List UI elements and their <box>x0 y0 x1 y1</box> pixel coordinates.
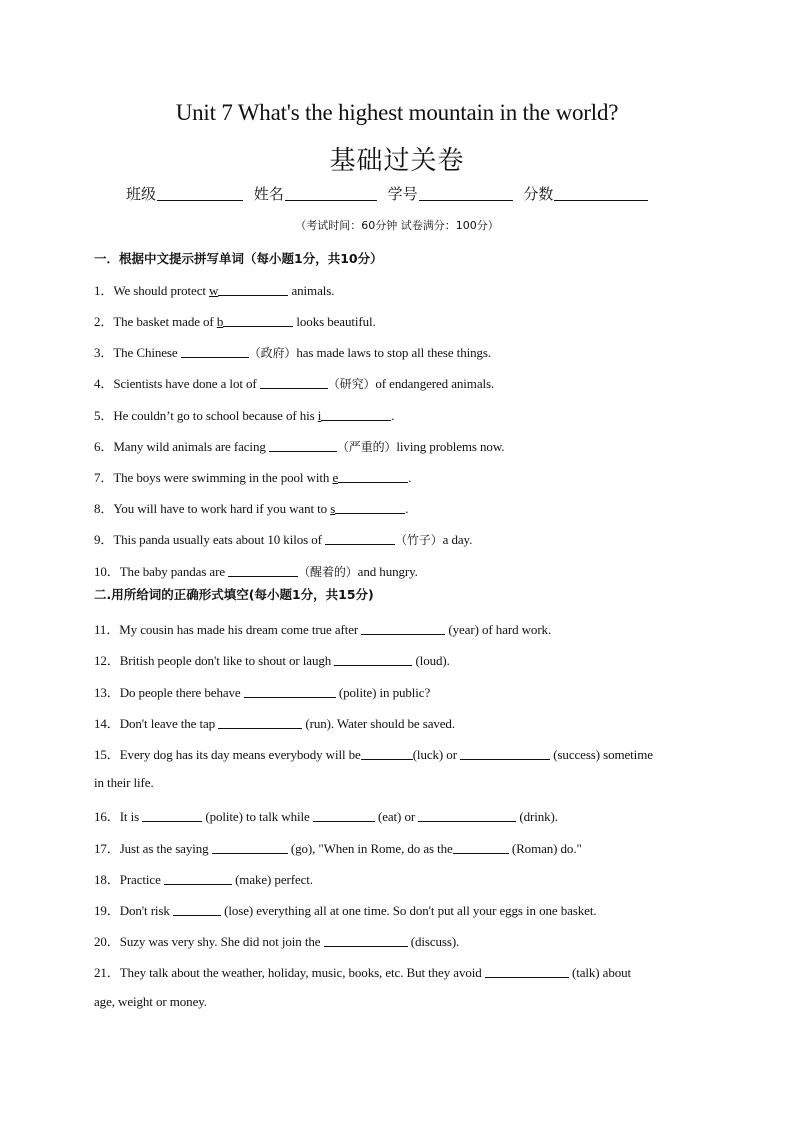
student-number-blank[interactable] <box>419 186 513 201</box>
answer-blank[interactable] <box>321 408 391 421</box>
answer-blank[interactable] <box>361 622 445 635</box>
question-4: 4．Scientists have done a lot of （研究）of endangered animals. <box>94 376 495 391</box>
student-number-label: 学号 <box>387 185 418 203</box>
answer-blank[interactable] <box>313 809 375 822</box>
question-7: 7．The boys were swimming in the pool with e . <box>94 470 412 485</box>
answer-blank[interactable] <box>485 965 569 978</box>
answer-blank[interactable] <box>181 345 249 358</box>
question-19: 19．Don't risk (lose) everything all at one time. So don't put all your eggs in one basket. <box>94 903 597 918</box>
question-15: 15．Every dog has its day means everybody will be (luck) or (success) sometime <box>94 747 653 762</box>
student-info-row <box>126 183 686 204</box>
answer-blank[interactable] <box>418 809 516 822</box>
question-18: 18．Practice (make) perfect. <box>94 872 313 887</box>
question-5: 5．He couldn’t go to school because of his i . <box>94 408 395 423</box>
page-title-english: Unit 7 What's the highest mountain in the world? <box>175 100 619 125</box>
name-label: 姓名 <box>253 185 284 203</box>
answer-blank[interactable] <box>173 903 221 916</box>
section-1-heading: 一．根据中文提示拼写单词（每小题1分，共10分） <box>94 251 383 266</box>
name-field <box>254 183 377 204</box>
question-20: 20．Suzy was very shy. She did not join the (discuss). <box>94 934 460 949</box>
answer-blank[interactable] <box>338 470 408 483</box>
question-9: 9．This panda usually eats about 10 kilos of （竹子）a day. <box>94 532 473 547</box>
class-label: 班级 <box>126 185 157 203</box>
class-field <box>126 183 243 204</box>
answer-blank[interactable] <box>223 314 293 327</box>
page-title-chinese: 基础过关卷 <box>329 146 465 176</box>
answer-blank[interactable] <box>142 809 202 822</box>
exam-time-note: （考试时间：60分钟 试卷满分：100分） <box>295 219 499 232</box>
question-21-continued: age, weight or money. <box>94 994 207 1009</box>
answer-blank[interactable] <box>228 564 298 577</box>
question-2: 2．The basket made of b looks beautiful. <box>94 314 376 329</box>
question-17: 17．Just as the saying (go), "When in Rome, do as the (Roman) do." <box>94 841 582 856</box>
answer-blank[interactable] <box>460 747 550 760</box>
question-14: 14．Don't leave the tap (run). Water should be saved. <box>94 716 455 731</box>
question-10: 10．The baby pandas are （醒着的）and hungry. <box>94 564 418 579</box>
answer-blank[interactable] <box>244 685 336 698</box>
question-15-continued: in their life. <box>94 775 154 790</box>
question-16: 16．It is (polite) to talk while (eat) or (drink). <box>94 809 558 824</box>
score-field <box>523 183 648 204</box>
answer-blank[interactable] <box>260 376 328 389</box>
answer-blank[interactable] <box>218 283 288 296</box>
question-11: 11．My cousin has made his dream come true after (year) of hard work. <box>94 622 552 637</box>
answer-blank[interactable] <box>361 747 413 760</box>
question-3: 3．The Chinese （政府）has made laws to stop all these things. <box>94 345 492 360</box>
answer-blank[interactable] <box>325 532 395 545</box>
answer-blank[interactable] <box>269 439 337 452</box>
answer-blank[interactable] <box>212 841 288 854</box>
section-2-heading: 二.用所给词的正确形式填空(每小题1分，共15分) <box>94 587 374 602</box>
answer-blank[interactable] <box>335 501 405 514</box>
answer-blank[interactable] <box>453 841 509 854</box>
score-label: 分数 <box>523 185 554 203</box>
class-blank[interactable] <box>157 186 243 201</box>
score-blank[interactable] <box>554 186 648 201</box>
question-12: 12．British people don't like to shout or laugh (loud). <box>94 653 450 668</box>
answer-blank[interactable] <box>218 716 302 729</box>
name-blank[interactable] <box>285 186 377 201</box>
question-21: 21．They talk about the weather, holiday, music, books, etc. But they avoid (talk) about <box>94 965 632 980</box>
question-13: 13．Do people there behave (polite) in public? <box>94 685 431 700</box>
student-number-field <box>388 183 513 204</box>
answer-blank[interactable] <box>164 872 232 885</box>
answer-blank[interactable] <box>334 653 412 666</box>
question-1: 1．We should protect w animals. <box>94 283 335 298</box>
question-8: 8．You will have to work hard if you want to s . <box>94 501 409 516</box>
question-6: 6．Many wild animals are facing （严重的）living problems now. <box>94 439 505 454</box>
answer-blank[interactable] <box>324 934 408 947</box>
